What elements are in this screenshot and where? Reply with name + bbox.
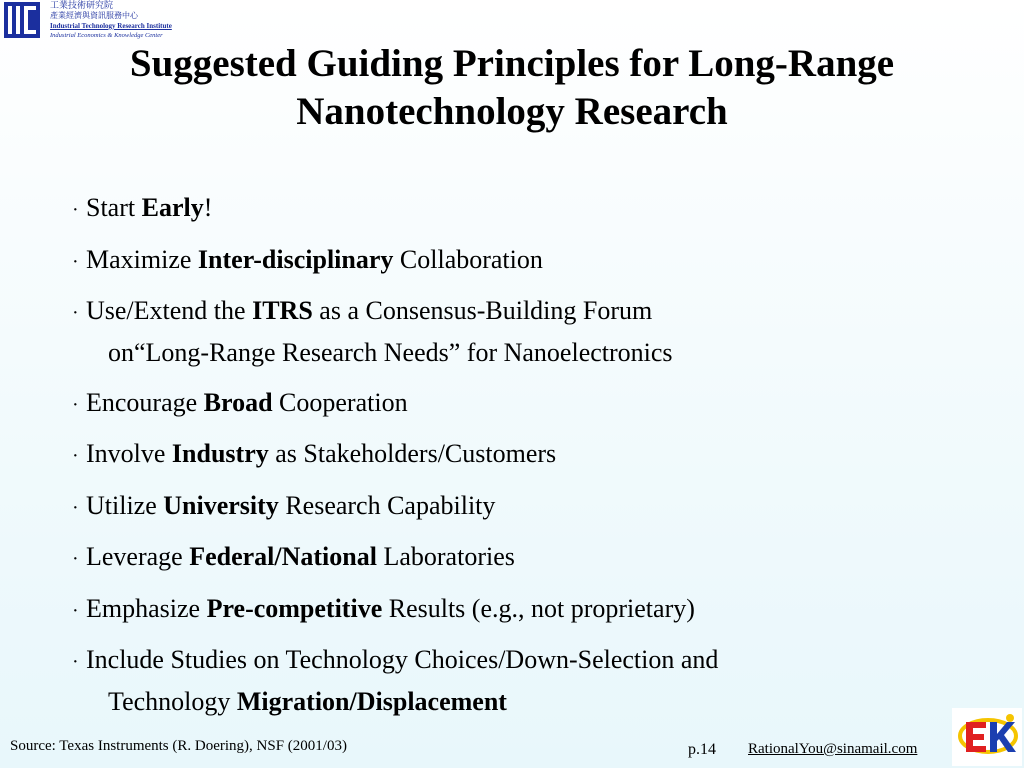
bullet-icon: ·	[72, 302, 79, 324]
list-item	[72, 434, 972, 476]
list-item	[72, 537, 972, 579]
bullet-icon: ·	[72, 445, 79, 467]
bullet-text: Include Studies on Technology Choices/Down-Selection and	[86, 645, 719, 674]
bullet-icon: ·	[72, 199, 79, 221]
slide-title-line-2: Nanotechnology Research	[296, 90, 728, 133]
list-item	[72, 240, 972, 282]
bullet-emphasis: Broad	[203, 387, 273, 417]
org-name-en-1: Industrial Technology Research Institute	[50, 22, 172, 30]
bullet-text-end: Collaboration	[393, 244, 543, 274]
slide-title	[0, 40, 1024, 136]
bullet-emphasis: Early	[141, 193, 204, 222]
itri-logo-icon	[4, 2, 40, 38]
list-item	[72, 188, 972, 230]
bullet-text-end: Laboratories	[376, 542, 515, 571]
list-item	[72, 383, 972, 425]
bullet-icon: ·	[72, 250, 79, 273]
page-number: p.14	[688, 741, 716, 758]
iek-logo-icon	[952, 708, 1022, 766]
bullet-emphasis: Industry	[171, 439, 269, 468]
bullet-text: Start	[86, 193, 142, 222]
bullet-continuation: on“Long-Range Research Needs” for Nanoelectronics	[108, 338, 673, 367]
principles-list	[72, 188, 972, 732]
bullet-emphasis: Pre-competitive	[206, 593, 383, 623]
bullet-icon: ·	[72, 548, 79, 570]
bullet-emphasis: University	[163, 490, 279, 520]
bullet-text-end: Results (e.g., not proprietary)	[382, 593, 695, 623]
bullet-text: Encourage	[86, 387, 204, 417]
email-link[interactable]: RationalYou@sinamail.com	[748, 741, 918, 757]
bullet-emphasis: Federal/National	[189, 542, 377, 571]
bullet-text-end: Research Capability	[278, 490, 496, 520]
organization-header	[50, 1, 172, 41]
org-name-zh-2: 產業經濟與資訊服務中心	[50, 11, 138, 20]
bullet-text: Maximize	[86, 244, 198, 274]
bullet-text: Leverage	[86, 542, 190, 571]
bullet-emphasis: Inter-disciplinary	[197, 244, 394, 274]
list-item	[72, 589, 972, 631]
bullet-text-end: as a Consensus-Building Forum	[312, 296, 653, 325]
bullet-text-end: as Stakeholders/Customers	[268, 439, 557, 468]
list-item	[72, 640, 972, 722]
org-name-zh-1: 工業技術研究院	[50, 1, 114, 11]
bullet-icon: ·	[72, 496, 79, 519]
bullet-text-end: !	[203, 193, 213, 222]
list-item	[72, 486, 972, 528]
slide-title-line-1: Suggested Guiding Principles for Long-Range	[129, 42, 895, 85]
source-citation: Source: Texas Instruments (R. Doering), NSF (2001/03)	[10, 738, 347, 754]
bullet-text-end: Cooperation	[272, 387, 408, 417]
list-item	[72, 291, 972, 373]
bullet-emphasis: Migration/Displacement	[236, 687, 507, 716]
bullet-icon: ·	[72, 393, 79, 416]
bullet-emphasis: ITRS	[252, 296, 313, 325]
bullet-text: Utilize	[86, 490, 164, 520]
bullet-icon: ·	[72, 651, 79, 673]
bullet-text: Involve	[86, 439, 172, 468]
bullet-continuation	[72, 682, 972, 722]
bullet-text: Use/Extend the	[86, 296, 253, 325]
bullet-text: Emphasize	[86, 593, 207, 623]
bullet-continuation-text: Technology	[108, 687, 237, 716]
org-name-en-2: Industrial Economics & Knowledge Center	[50, 32, 163, 39]
bullet-icon: ·	[72, 599, 79, 622]
